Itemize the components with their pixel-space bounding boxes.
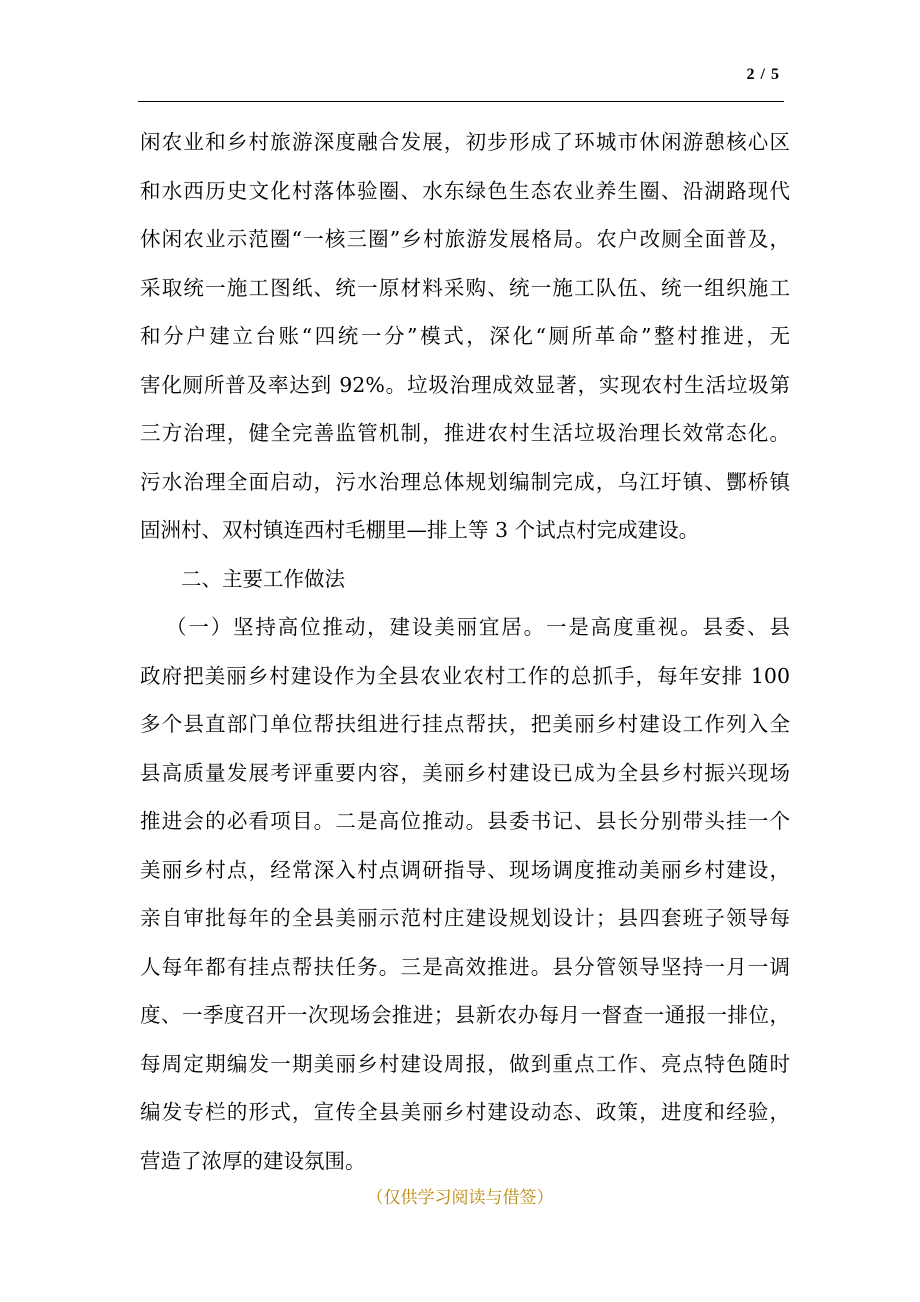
paragraph-line: 和水西历史文化村落体验圈、水东绿色生态农业养生圈、沿湖路现代 xyxy=(140,178,790,203)
paragraph-line: 害化厕所普及率达到 92%。垃圾治理成效显著，实现农村生活垃圾第 xyxy=(140,372,790,397)
paragraph-line: （一）坚持高位推动，建设美丽宜居。一是高度重视。县委、县 xyxy=(166,615,790,639)
header-divider xyxy=(138,101,784,102)
paragraph-line: 固洲村、双村镇连西村毛棚里—排上等 3 个试点村完成建设。 xyxy=(140,518,700,542)
paragraph-line: 度、一季度召开一次现场会推进；县新农办每月一督查一通报一排位， xyxy=(140,1003,790,1027)
paragraph-line: 多个县直部门单位帮扶组进行挂点帮扶，把美丽乡村建设工作列入全 xyxy=(140,712,790,736)
paragraph-line: 美丽乡村点，经常深入村点调研指导、现场调度推动美丽乡村建设， xyxy=(140,857,790,882)
paragraph-line: 编发专栏的形式，宣传全县美丽乡村建设动态、政策，进度和经验， xyxy=(140,1100,790,1124)
paragraph-line: 人每年都有挂点帮扶任务。三是高效推进。县分管领导坚持一月一调 xyxy=(140,954,790,979)
paragraph-line: 和分户建立台账“四统一分”模式，深化“厕所革命”整村推进，无 xyxy=(140,324,790,348)
section-heading: 二、主要工作做法 xyxy=(181,566,345,591)
paragraph-line: 推进会的必看项目。二是高位推动。县委书记、县长分别带头挂一个 xyxy=(140,809,790,833)
paragraph-line: 营造了浓厚的建设氛围。 xyxy=(140,1148,366,1173)
page-number: 2 / 5 xyxy=(746,66,780,83)
paragraph-line: 污水治理全面启动，污水治理总体规划编制完成，乌江圩镇、酆桥镇 xyxy=(140,469,790,494)
document-body xyxy=(140,118,790,1185)
paragraph-line: 亲自审批每年的全县美丽示范村庄建设规划设计；县四套班子领导每 xyxy=(140,906,790,930)
paragraph-line: 采取统一施工图纸、统一原材料采购、统一施工队伍、统一组织施工 xyxy=(140,275,790,300)
paragraph-line: 每周定期编发一期美丽乡村建设周报，做到重点工作、亮点特色随时 xyxy=(140,1051,790,1076)
paragraph-line: 政府把美丽乡村建设作为全县农业农村工作的总抓手，每年安排 100 xyxy=(140,663,790,688)
paragraph-line: 三方治理，健全完善监管机制，推进农村生活垃圾治理长效常态化。 xyxy=(140,421,790,445)
paragraph-line: 休闲农业示范圈“一核三圈”乡村旅游发展格局。农户改厕全面普及， xyxy=(140,227,790,251)
paragraph-line: 县高质量发展考评重要内容，美丽乡村建设已成为全县乡村振兴现场 xyxy=(140,760,790,785)
paragraph-line: 闲农业和乡村旅游深度融合发展，初步形成了环城市休闲游憩核心区 xyxy=(140,130,790,154)
footer-disclaimer: （仅供学习阅读与借签） xyxy=(366,1188,554,1208)
